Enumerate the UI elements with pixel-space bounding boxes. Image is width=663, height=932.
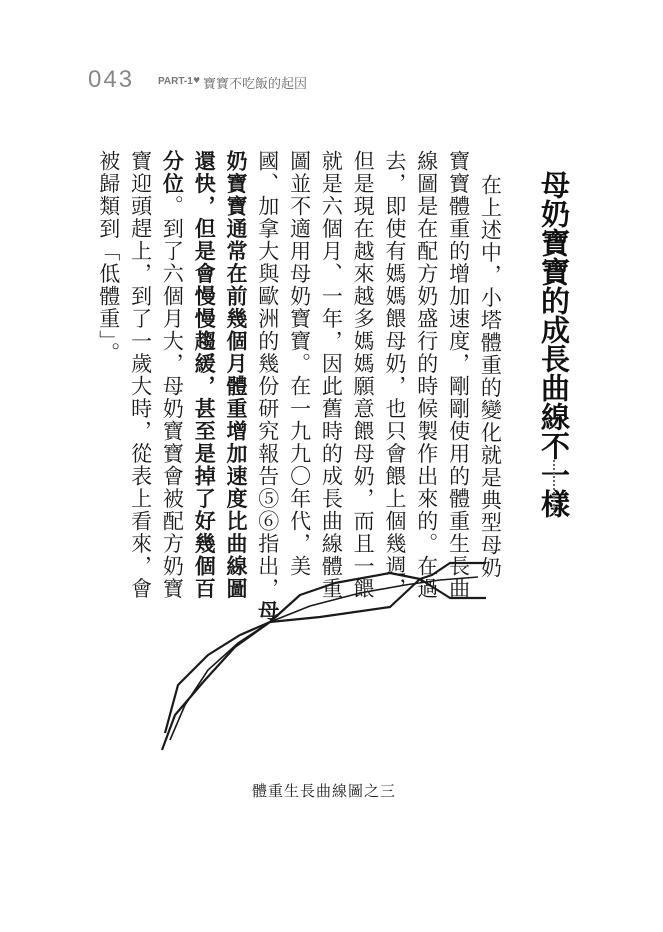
part-label: PART-1: [158, 76, 193, 87]
text-column: [346, 150, 378, 600]
text-column: [410, 150, 442, 600]
smooth-growth-curve: [170, 577, 478, 740]
text-column-main: 國、加拿大與歐洲的幾份研究報告⑤⑥指出，: [255, 150, 280, 600]
text-column-main: 在上述中，小塔體重的變化就是典型母奶: [478, 174, 503, 579]
text-column-main: 寶寶體重的增加速度，剛剛使用的體重生長曲: [446, 150, 471, 600]
text-column: [124, 150, 156, 600]
text-column-main: 還快，但是會慢慢趨緩，甚至是掉了好幾個百: [192, 150, 217, 600]
text-column: [219, 150, 251, 600]
growth-curve-chart: [150, 555, 490, 755]
page-number: 043: [88, 66, 135, 93]
text-column: [156, 150, 188, 600]
text-column-main: 就是六個月、一年，因此舊時的成長曲線體重: [319, 150, 344, 600]
text-column-main: 線圖是在配方奶盛行的時候製作出來的。在過: [414, 150, 439, 600]
text-column: [315, 150, 347, 600]
text-column-tail: 。到了六個月大，母奶寶寶會被配方奶寶: [160, 195, 185, 600]
text-column-main: 圖並不適用母奶寶寶。在一九九〇年代，美: [287, 150, 312, 578]
text-column: [378, 150, 410, 600]
text-column-bold-tail: 母: [255, 600, 280, 623]
title-dotted-rule: [553, 460, 555, 514]
text-column: [442, 150, 474, 600]
body-paragraph: [92, 150, 505, 623]
text-column-main: 分位: [160, 150, 185, 195]
figure-caption: 體重生長曲線圖之三: [252, 782, 397, 800]
text-column: [92, 150, 124, 520]
text-column-main: 被歸類到「低體重」。: [96, 150, 121, 365]
section-title: 母奶寶寶的成長曲線不一樣: [537, 170, 571, 518]
heart-icon: ♥: [193, 76, 201, 85]
breastfed-curve-lower: [162, 579, 486, 750]
breastfed-curve-upper: [165, 563, 486, 733]
text-column-main: 奶寶寶通常在前幾個月體重增加速度比曲線圖: [223, 150, 248, 600]
chapter-title: 寶寶不吃飯的起因: [203, 77, 308, 92]
text-column-main: 寶迎頭趕上，到了一歲大時，從表上看來，會: [128, 150, 153, 600]
text-column-main: 去，即使有媽媽餵母奶，也只會餵上個幾週，: [382, 150, 407, 600]
text-column: [251, 150, 283, 623]
text-column: [474, 150, 506, 579]
text-column: [187, 150, 219, 600]
text-column-main: 但是現在越來越多媽媽願意餵母奶，而且一餵: [351, 150, 376, 600]
text-column: [283, 150, 315, 578]
